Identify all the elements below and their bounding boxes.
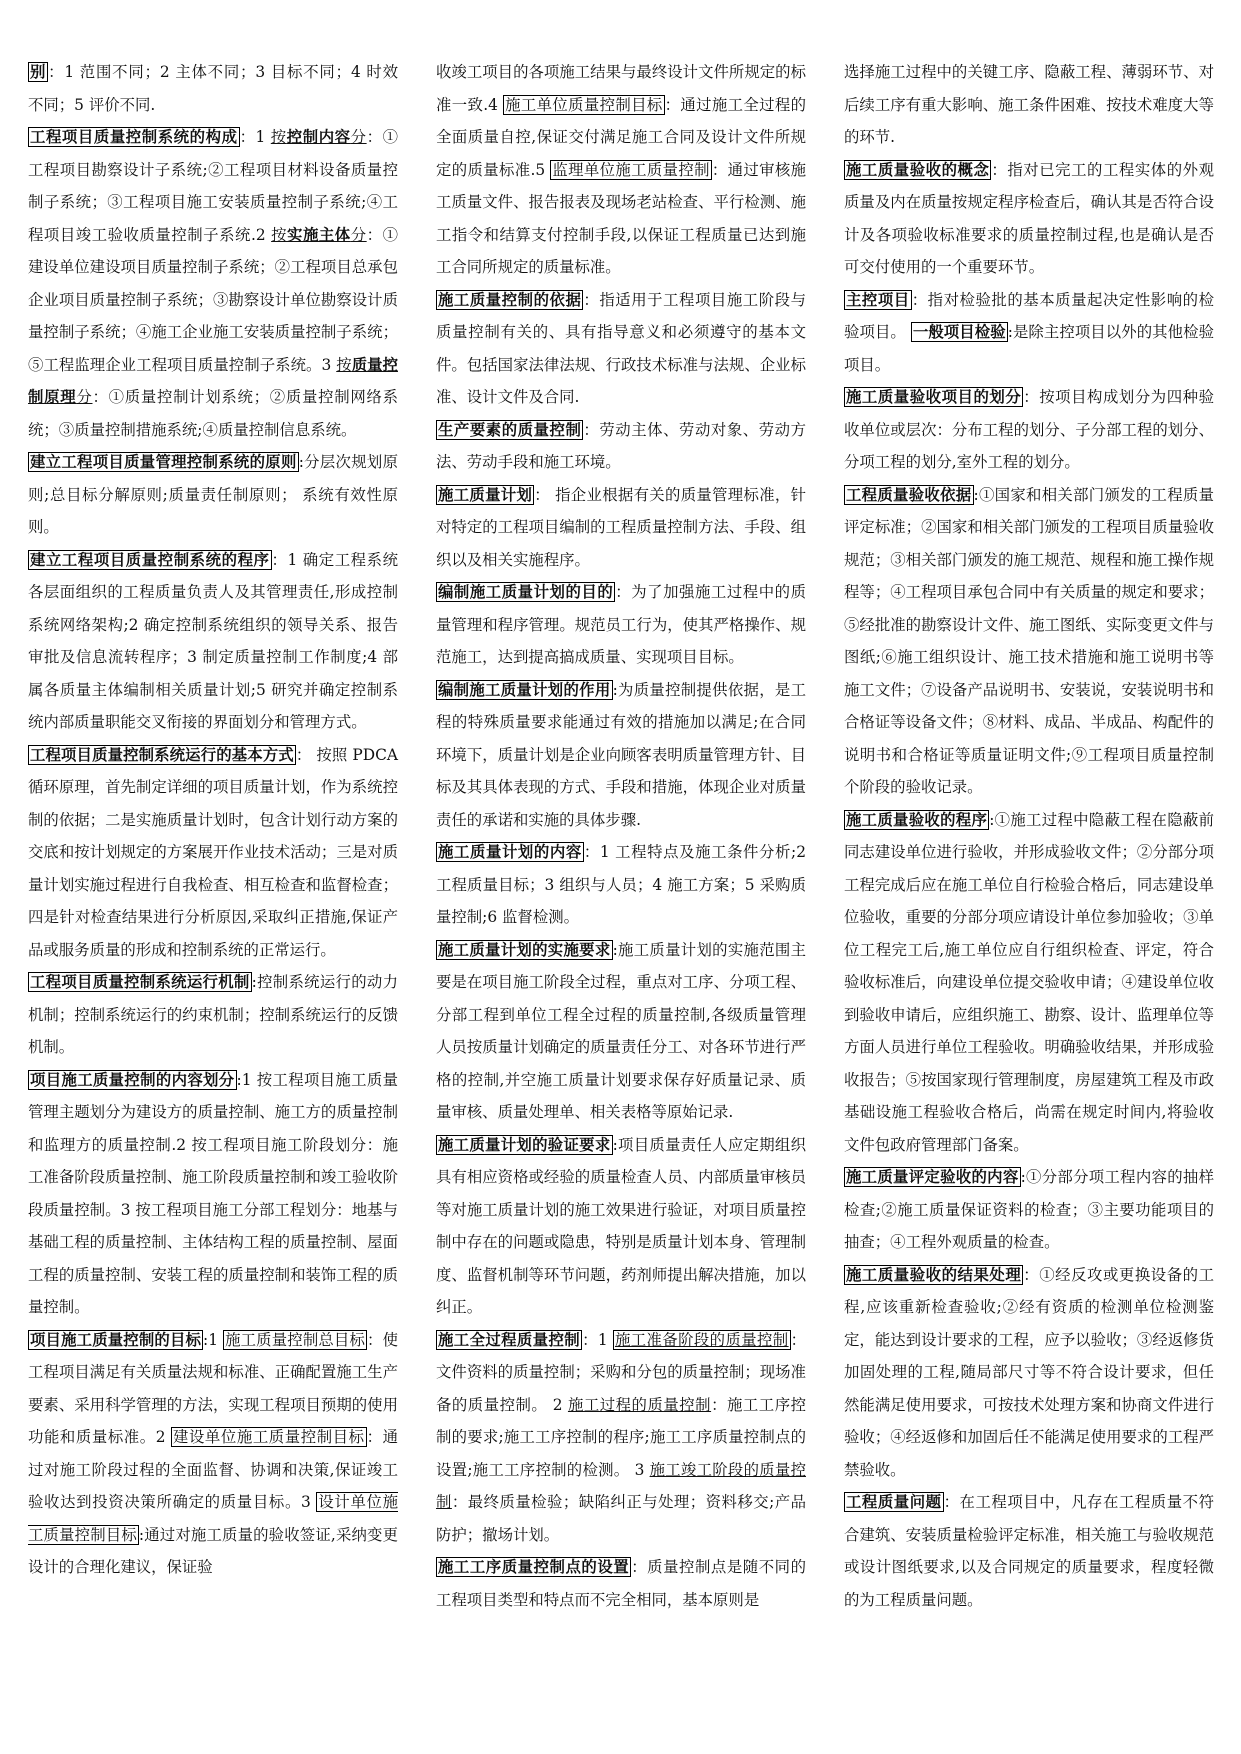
underlined-term: 按 xyxy=(336,355,352,374)
body-text: :①施工过程中隐蔽工程在隐蔽前同志建设单位进行验收，并形成验收文件；②分部分项工程完成后应在施工单位自行检验合格后，同志建设单位验收，重要的分部分项应请设计单位参加验收；③单位工程完工后,施工单位应自行组织检查、评定，符合验收标准后，向建设单位提交验收申请；④建设单位收到验收申请后，应组织施工、勘察、设计、监理单位等方面人员进行单位工程验收。明确验收结果，并形成验收报告；⑤按国家现行管理制度，房屋建筑工程及市政基础设施工程验收合格后，尚需在规定时间内,将验收文件包政府管理部门备案。 xyxy=(844,810,1214,1154)
paragraph xyxy=(844,479,1214,804)
section-heading: 施工质量计划的内容 xyxy=(438,843,582,861)
underlined-term: 按 xyxy=(271,225,288,244)
body-text: :施工质量计划的实施范围主要是在项目施工阶段全过程，重点对工序、分项工程、分部工程到单位工程全过程的质量控制,各级质量管理人员按质量计划确定的质量责任分工、对各环节进行严格的控制,并空施工质量计划要求保存好质量记录、质量审核、质量处理单、相关表格等原始记录. xyxy=(436,940,806,1121)
paragraph xyxy=(436,674,806,837)
paragraph xyxy=(436,1551,806,1616)
paragraph xyxy=(436,56,806,284)
underlined-term: 分 xyxy=(350,128,367,146)
section-heading: 编制施工质量计划的目的 xyxy=(438,583,614,601)
boxed-term: 施工质量控制总目标 xyxy=(225,1330,366,1349)
boxed-term: 施工单位质量控制目标 xyxy=(505,95,663,114)
section-heading: 工程质量验收依据 xyxy=(846,485,972,504)
body-text: :控制系统运行的动力机制；控制系统运行的约束机制；控制系统运行的反馈机制。 xyxy=(28,973,398,1056)
body-text: ：①建设单位建设项目质量控制子系统；②工程项目总承包企业项目质量控制子系统；③勘察设计单位勘察设计质量控制子系统；④施工企业施工安装质量控制子系统；⑤工程监理企业工程项目质量控制子系统。3 xyxy=(28,225,398,374)
paragraph xyxy=(844,56,1214,154)
boxed-term: 施工准备阶段的质量控制 xyxy=(614,1330,789,1349)
body-text: :1 按工程项目施工质量管理主题划分为建设方的质量控制、施工方的质量控制和监理方的质量控制.2 按工程项目施工阶段划分：施工准备阶段质量控制、施工阶段质量控制和竣工验收阶段质量控制。3 按工程项目施工分部工程划分：地基与基础工程的质量控制、主体结构工程的质量控制、屋面工程的质量控制、安装工程的质量控制和装饰工程的质量控制。 xyxy=(28,1070,398,1316)
body-text: ： 指企业根据有关的质量管理标准，针对特定的工程项目编制的工程质量控制方法、手段、组织以及相关实施程序。 xyxy=(436,485,806,569)
body-text: :是除主控项目以外的其他检验项目。 xyxy=(844,323,1214,374)
section-heading: 生产要素的质量控制 xyxy=(438,420,582,439)
body-text: ：①工程项目勘察设计子系统;②工程项目材料设备质量控制子系统；③工程项目施工安装质量控制子系统;④工程项目竣工验收质量控制子系统.2 xyxy=(28,128,398,244)
paragraph xyxy=(28,121,398,446)
paragraph xyxy=(28,1064,398,1324)
body-text: ：指对检验批的基本质量起决定性影响的检验项目。 xyxy=(844,290,1214,341)
paragraph xyxy=(844,154,1214,284)
paragraph xyxy=(844,804,1214,1162)
section-heading: 施工质量计划的实施要求 xyxy=(438,940,611,959)
section-heading: 工程项目质量控制系统运行的基本方式 xyxy=(30,745,294,764)
section-heading: 项目施工质量控制的目标 xyxy=(30,1330,202,1349)
paragraph xyxy=(436,836,806,934)
text-column-2 xyxy=(436,56,806,1616)
underlined-term: 分 xyxy=(76,388,93,406)
underlined-term: 按 xyxy=(270,128,287,146)
section-heading: 施工质量验收的程序 xyxy=(846,810,988,829)
body-text: 选择施工过程中的关键工序、隐蔽工程、薄弱环节、对后续工序有重大影响、施工条件困难、按技术难度大等的环节. xyxy=(844,63,1214,146)
body-text: ：1 xyxy=(239,128,271,146)
body-text: ：在工程项目中，凡存在工程质量不符合建筑、安装质量检验评定标准，相关施工与验收规范或设计图纸要求,以及合同规定的质量要求，程度轻微的为工程质量问题。 xyxy=(844,1493,1214,1609)
body-text: ：使工程项目满足有关质量法规和标准、正确配置施工生产要素、采用科学管理的方法，实现工程项目预期的使用功能和质量标准。2 xyxy=(28,1330,398,1446)
paragraph xyxy=(844,284,1214,382)
section-heading: 工程项目质量控制系统运行机制 xyxy=(30,973,250,991)
body-text: ：1 工程特点及施工条件分析;2 工程质量目标；3 组织与人员；4 施工方案；5 采购质量控制;6 监督检测。 xyxy=(436,843,806,926)
body-text: ：①经反攻或更换设备的工程,应该重新检查验收;②经有资质的检测单位检测鉴定，能达到设计要求的工程，应予以验收；③经返修货加固处理的工程,随局部尺寸等不符合设计要求，但任然能满足使用要求，可按技术处理方案和协商文件进行验收；④经返修和加固后任不能满足使用要求的工程严禁验收。 xyxy=(844,1265,1214,1479)
body-text: ：指对已完工的工程实体的外观质量及内在质量按规定程序检查后，确认其是否符合设计及各项验收标准要求的质量控制过程,也是确认是否可交付使用的一个重要环节。 xyxy=(844,160,1214,276)
body-text: ：指适用于工程项目施工阶段与质量控制有关的、具有指导意义和必须遵守的基本文件。包括国家法律法规、行政技术标准与法规、企业标准、设计文件及合同. xyxy=(436,290,806,406)
section-heading: 建立工程项目质量控制系统的程序 xyxy=(30,550,270,569)
body-text: :1 xyxy=(203,1330,224,1349)
body-text: ：①质量控制计划系统；②质量控制网络系统；③质量控制措施系统;④质量控制信息系统。 xyxy=(28,388,398,439)
underlined-term: 分 xyxy=(350,225,367,244)
paragraph xyxy=(436,414,806,479)
document-page xyxy=(28,56,1216,1716)
section-heading: 施工质量验收的结果处理 xyxy=(846,1265,1022,1284)
body-text: ：文件资料的质量控制；采购和分包的质量控制；现场准备的质量控制。 2 xyxy=(436,1330,806,1414)
body-text: ：按项目构成划分为四种验收单位或层次：分布工程的划分、子分部工程的划分、分项工程的划分,室外工程的划分。 xyxy=(844,388,1214,471)
section-heading: 主控项目 xyxy=(846,290,910,309)
body-text: ：1 范围不同；2 主体不同；3 目标不同；4 时效不同；5 评价不同. xyxy=(28,63,398,114)
section-heading: 施工质量计划的验证要求 xyxy=(438,1135,611,1154)
text-column-3 xyxy=(844,56,1214,1616)
body-text: :为质量控制提供依据，是工程的特殊质量要求能通过有效的措施加以满足;在合同环境下，质量计划是企业向顾客表明质量管理方针、目标及其具体表现的方式、手段和措施，体现企业对质量责任的承诺和实施的具体步骤. xyxy=(436,680,806,829)
paragraph xyxy=(28,1324,398,1584)
paragraph xyxy=(28,56,398,121)
underlined-term: 控制内容 xyxy=(286,128,351,146)
paragraph xyxy=(844,1259,1214,1487)
underlined-term: 施工竣工阶段的质量控制 xyxy=(436,1460,806,1511)
body-text: ：通过对施工阶段过程的全面监督、协调和决策,保证竣工验收达到投资决策所确定的质量目标。3 xyxy=(28,1428,398,1511)
section-heading: 别 xyxy=(30,63,47,81)
paragraph xyxy=(844,1486,1214,1616)
paragraph xyxy=(436,576,806,674)
section-heading: 施工质量控制的依据 xyxy=(438,290,582,309)
body-text: 收竣工项目的各项施工结果与最终设计文件所规定的标准一致.4 xyxy=(436,63,806,114)
body-text: ：1 确定工程系统各层面组织的工程质量负责人及其管理责任,形成控制系统网络架构;2 确定控制系统组织的领导关系、报告审批及信息流转程序；3 制定质量控制工作制度;4 部属各质量主体编制相关质量计划;5 研究并确定控制系统内部质量职能交叉衔接的界面划分和管理方式。 xyxy=(28,550,398,731)
section-heading: 建立工程项目质量管理控制系统的原则 xyxy=(30,453,297,471)
text-column-1 xyxy=(28,56,398,1584)
section-heading: 工程质量问题 xyxy=(846,1493,942,1511)
paragraph xyxy=(436,1324,806,1552)
section-heading: 施工质量评定验收的内容 xyxy=(846,1168,1019,1186)
body-text: ：通过审核施工质量文件、报告报表及现场老站检查、平行检测、施工指令和结算支付控制手段,以保证工程质量已达到施工合同所规定的质量标准。 xyxy=(436,160,806,276)
paragraph xyxy=(28,544,398,739)
section-heading: 施工质量计划 xyxy=(438,485,533,504)
paragraph xyxy=(844,1161,1214,1259)
paragraph xyxy=(436,479,806,577)
boxed-term: 建设单位施工质量控制目标 xyxy=(173,1428,365,1446)
body-text: ：为了加强施工过程中的质量管理和程序管理。规范员工行为，使其严格操作、规范施工，达到提高搞成质量、实现项目目标。 xyxy=(436,583,806,666)
section-heading: 项目施工质量控制的内容划分 xyxy=(30,1070,235,1089)
paragraph xyxy=(28,739,398,967)
body-text: :①分部分项工程内容的抽样检查;②施工质量保证资料的检查；③主要功能项目的抽查；④工程外观质量的检查。 xyxy=(844,1168,1214,1251)
paragraph xyxy=(436,1129,806,1324)
body-text: ：质量控制点是随不同的工程项目类型和特点而不完全相同，基本原则是 xyxy=(436,1558,806,1609)
underlined-term: 质量控制原理 xyxy=(28,355,398,406)
section-heading: 施工全过程质量控制 xyxy=(438,1330,581,1349)
body-text: :①国家和相关部门颁发的工程质量评定标准；②国家和相关部门颁发的工程项目质量验收规范；③相关部门颁发的施工规范、规程和施工操作规程等；④工程项目承包合同中有关质量的规定和要求；⑤经批准的勘察设计文件、施工图纸、实际变更文件与图纸;⑥施工组织设计、施工技术措施和施工说明书等施工文件；⑦设备产品说明书、安装说，安装说明书和合格证等设备文件；⑧材料、成品、半成品、构配件的说明书和合格证等质量证明文件;⑨工程项目质量控制个阶段的验收记录。 xyxy=(844,485,1214,796)
paragraph xyxy=(28,966,398,1064)
paragraph xyxy=(436,934,806,1129)
paragraph xyxy=(436,284,806,414)
paragraph xyxy=(844,381,1214,479)
section-heading: 工程项目质量控制系统的构成 xyxy=(30,128,238,146)
underlined-term: 实施主体 xyxy=(287,225,351,244)
underlined-term: 施工过程的质量控制 xyxy=(567,1395,712,1414)
body-text: ： 按照 PDCA 循环原理，首先制定详细的项目质量计划，作为系统控制的依据；二是实施质量计划时，包含计划行动方案的交底和按计划规定的方案展开作业技术活动；三是对质量计划实施过程进行自我检查、相互检查和监督检查；四是针对检查结果进行分析原因,采取纠正措施,保证产品或服务质量的形成和控制系统的正常运行。 xyxy=(28,745,398,959)
body-text: :通过对施工质量的验收签证,采纳变更设计的合理化建议，保证验 xyxy=(28,1525,398,1576)
section-heading: 编制施工质量计划的作用 xyxy=(438,680,611,699)
body-text: ：1 xyxy=(582,1330,613,1349)
body-text: ：最终质量检验；缺陷纠正与处理；资料移交;产品防护；撤场计划。 xyxy=(436,1493,806,1544)
paragraph xyxy=(28,446,398,544)
body-text: ：通过施工全过程的全面质量自控,保证交付满足施工合同及设计文件所规定的质量标准.5 xyxy=(436,95,806,179)
body-text: :项目质量责任人应定期组织具有相应资格或经验的质量检查人员、内部质量审核员等对施工质量计划的施工效果进行验证，对项目质量控制中存在的问题或隐患，特别是质量计划本身、管理制度、监督机制等环节问题，药剂师提出解决措施，加以纠正。 xyxy=(436,1135,806,1316)
section-heading: 施工工序质量控制点的设置 xyxy=(438,1558,630,1576)
body-text: ：施工工序控制的要求;施工工序控制的程序;施工工序质量控制点的设置;施工工序控制的检测。 3 xyxy=(436,1395,806,1479)
body-text: ：劳动主体、劳动对象、劳动方法、劳动手段和施工环境。 xyxy=(436,420,806,471)
section-heading: 施工质量验收项目的划分 xyxy=(846,388,1022,406)
body-text: :分层次规划原则;总目标分解原则;质量责任制原则； 系统有效性原则。 xyxy=(28,453,398,536)
boxed-term: 设计单位施工质量控制目标 xyxy=(28,1493,398,1544)
boxed-term: 监理单位施工质量控制 xyxy=(552,160,710,179)
section-heading: 一般项目检验 xyxy=(912,323,1006,341)
section-heading: 施工质量验收的概念 xyxy=(846,160,990,179)
